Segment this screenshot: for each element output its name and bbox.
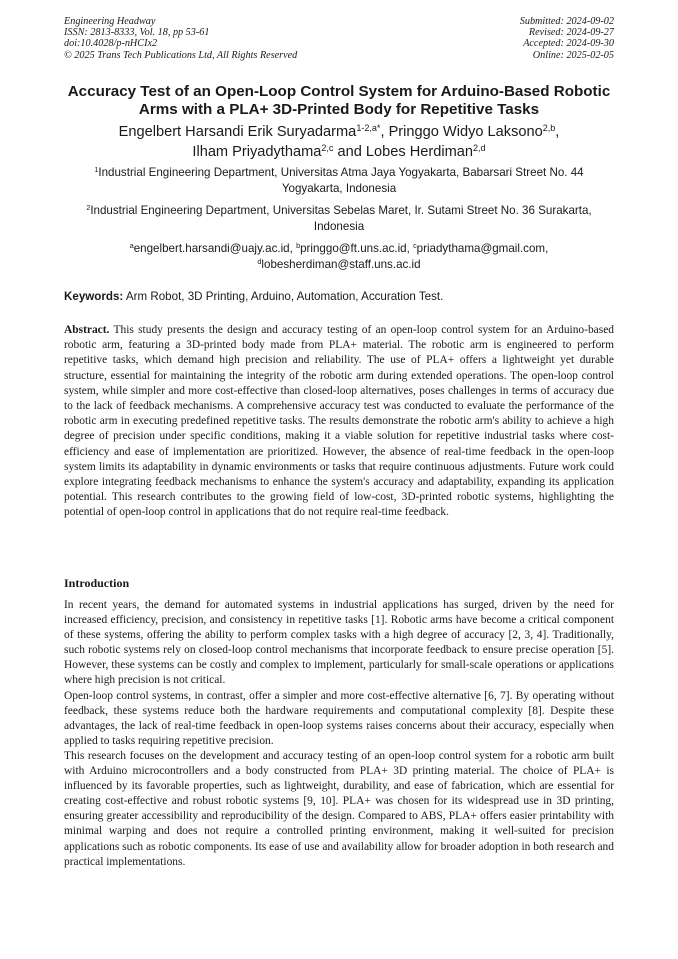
- affiliation-mark: 2: [86, 203, 91, 213]
- introduction-body: [64, 598, 614, 870]
- email-mark: c: [413, 241, 417, 251]
- abstract: [64, 323, 614, 521]
- affiliation-text: Industrial Engineering Department, Universitas Atma Jaya Yogyakarta, Babarsari Street No. 44 Yogyakarta, Indonesia: [98, 166, 584, 195]
- email-mark: d: [257, 257, 262, 267]
- affiliation-2: [64, 203, 614, 235]
- author-name: Ilham Priyadythama: [192, 144, 322, 160]
- doi: doi:10.4028/p-nHCIx2: [64, 38, 158, 50]
- email-link[interactable]: priadythama@gmail.com: [416, 242, 546, 255]
- journal-info: [64, 16, 297, 61]
- author-affiliation-mark: 1-2,a*: [356, 123, 381, 134]
- paragraph: Open-loop control systems, in contrast, offer a simpler and more cost-effective alternative [6, 7]. By operating without feedback, these systems reduce both the hardware requirements and computational complexity [8]. Despite these advantages, the lack of real-time feedback in open-loop systems raises concerns about their accuracy, especially when applied to tasks requiring repetitive precision.: [64, 689, 614, 747]
- author-separator: and: [333, 144, 366, 160]
- keywords-text: Arm Robot, 3D Printing, Arduino, Automation, Accuration Test.: [125, 290, 444, 303]
- author-name: Engelbert Harsandi Erik Suryadarma: [118, 124, 357, 140]
- email-separator: ,: [406, 242, 414, 255]
- section-heading-introduction: Introduction: [64, 576, 130, 590]
- affiliation-1: [64, 165, 614, 197]
- author-affiliation-mark: 2,d: [473, 143, 486, 154]
- email-mark: b: [296, 241, 301, 251]
- affiliation-text: Industrial Engineering Department, Universitas Sebelas Maret, Ir. Sutami Street No. 36 Surakarta, Indonesia: [90, 204, 592, 233]
- keywords: [64, 289, 616, 304]
- paragraph: This research focuses on the development and accuracy testing of an open-loop control system for a robotic arm built with Arduino microcontrollers and a body constructed from PLA+ 3D printing material. The choice of PLA+ is influenced by its favorable properties, such as lightweight, durability, and ease of fabrication, which are essential for creating cost-effective and robust robotic systems [9, 10]. PLA+ was chosen for its widespread use in 3D printing, ensuring greater accessibility and reproducibility of the design. Compared to ABS, PLA+ offers easier printability with minimal warping and does not require a controlled printing environment, making it well-suited for precision applications such as robotic components. Its ease of use and availability allow for broader adoption in both research and practical implementations.: [64, 749, 614, 868]
- email-link[interactable]: lobesherdiman@staff.uns.ac.id: [261, 258, 421, 271]
- author-name: Pringgo Widyo Laksono: [388, 124, 543, 140]
- email-list: [64, 241, 614, 273]
- abstract-label: Abstract.: [64, 324, 110, 336]
- affiliation-mark: 1: [94, 165, 99, 175]
- author-affiliation-mark: 2,c: [321, 143, 334, 154]
- journal-name: Engineering Headway: [64, 16, 156, 27]
- email-separator: ,: [289, 242, 297, 255]
- revised-date: Revised: 2024-09-27: [528, 27, 614, 39]
- copyright: © 2025 Trans Tech Publications Ltd, All Rights Reserved: [64, 49, 298, 61]
- keywords-label: Keywords:: [64, 290, 124, 303]
- author-list: [60, 122, 618, 162]
- email-mark: a: [129, 241, 134, 251]
- paper-title: Accuracy Test of an Open-Loop Control System for Arduino-Based Robotic Arms with a PLA+ 3D-Printed Body for Repetitive Tasks: [67, 83, 611, 118]
- abstract-text: This study presents the design and accuracy testing of an open-loop control system for an Arduino-based robotic arm, featuring a 3D-printed body made from PLA+ material. The robotic arm is engineered to perform repetitive tasks, which demand high precision and reliability. The use of PLA+ offers a lightweight yet durable structure, essential for maintaining the integrity of the robotic arm during extended operations. The open-loop control system, while simpler and more cost-effective than closed-loop alternatives, poses challenges in terms of accuracy due to the lack of feedback mechanisms. A comprehensive accuracy test was conducted to evaluate the performance of the robotic arm in executing predefined repetitive tasks. The results demonstrate the robotic arm's ability to achieve a high degree of precision under specific conditions, making it a viable solution for repetitive industrial tasks where cost-efficiency and ease of implementation are prioritized. However, the absence of real-time feedback in the open-loop system limits its adaptability in dynamic environments or tasks that require continuous adjustments. Future work could explore integrating feedback mechanisms to enhance the system's accuracy and adaptability, expanding its application potential. This research contributes to the growing field of low-cost, 3D-printed robotic systems, highlighting the potential of open-loop control in applications that do not require real-time feedback.: [64, 324, 614, 519]
- paragraph: In recent years, the demand for automated systems in industrial applications has surged, driven by the need for increased efficiency, precision, and consistency in repetitive tasks [1]. Robotic arms have become a critical component of these systems, offering the ability to perform complex tasks with a high degree of accuracy [2, 3, 4]. Traditionally, such robotic systems rely on closed-loop control mechanisms that incorporate feedback to ensure precise operation [5]. However, these systems can be costly and complex to implement, particularly for small-scale operations or applications where high precision is not critical.: [64, 599, 614, 687]
- email-link[interactable]: engelbert.harsandi@uajy.ac.id: [133, 242, 290, 255]
- author-separator: ,: [555, 124, 560, 140]
- author-name: Lobes Herdiman: [365, 144, 474, 160]
- author-affiliation-mark: 2,b: [542, 123, 556, 134]
- submitted-date: Submitted: 2024-09-02: [519, 16, 614, 27]
- publication-dates: [520, 16, 614, 61]
- author-separator: ,: [380, 124, 389, 140]
- email-separator: ,: [545, 242, 549, 255]
- accepted-date: Accepted: 2024-09-30: [523, 38, 614, 50]
- email-link[interactable]: pringgo@ft.uns.ac.id: [300, 242, 407, 255]
- issn: ISSN: 2813-8333, Vol. 18, pp 53-61: [64, 27, 210, 39]
- online-date: Online: 2025-02-05: [532, 49, 614, 61]
